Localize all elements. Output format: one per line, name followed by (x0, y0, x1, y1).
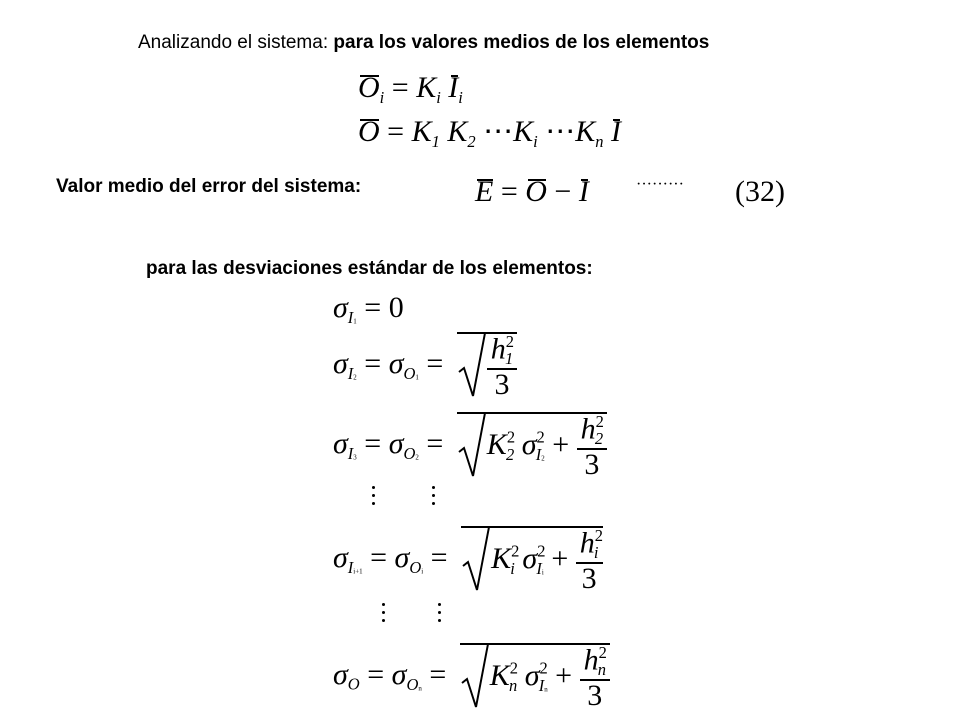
eq-sigma-i-plus-1: $\sigma_{Ii+1} = \sigma_{Oi}$ = $K^2_i$ $\sigma^2_{Ii}$ + $\frac{h^2_i}{3}$ (333, 526, 603, 595)
eq-sigma-i3: $\sigma_{I3} = \sigma_{O2}$ = $K^2_2$ $\sigma^2_{I2}$ + $\frac{h^2_2}{3}$ (333, 412, 607, 480)
sqrt-symbol: $K^2_2$ $\sigma^2_{I2}$ + $\frac{h^2_2}{3}$ (457, 412, 607, 480)
heading (138, 32, 709, 54)
heading-bold: para los valores medios de los elementos (333, 32, 710, 53)
eq-output-i: $O_i = K_i$ $I_i$ (358, 71, 463, 107)
sqrt-symbol: $\frac{h^2_1}{3}$ (457, 332, 517, 400)
vdots (438, 603, 442, 627)
heading-prefix: Analizando el sistema: (138, 32, 334, 53)
eq-sigma-o: $\sigma_O = \sigma_{On}$ = $K^2_n$ $\sigma^2_{In}$ + $\frac{h^2_n}{3}$ (333, 643, 610, 711)
mean-error-label: Valor medio del error del sistema: (56, 176, 362, 197)
eq-output-total: $O = K_1$ $K_2$ $\cdots K_i$ $\cdots K_n$ I (358, 115, 621, 151)
std-dev-label: para las desviaciones estándar de los elementos: (146, 258, 593, 279)
vdots (382, 603, 386, 627)
sqrt-symbol: $K^2_n$ $\sigma^2_{In}$ + $\frac{h^2_n}{3}$ (460, 643, 610, 711)
vdots (432, 486, 436, 510)
eq-sigma-i2: $\sigma_{I2} = \sigma_{O1}$ = $\frac{h^2_1}{3}$ (333, 332, 517, 400)
eq-number: (32) (735, 175, 785, 208)
sqrt-symbol: $K^2_i$ $\sigma^2_{Ii}$ + $\frac{h^2_i}{3}$ (461, 526, 602, 594)
vdots (372, 486, 376, 510)
eq-mean-error: E = O − I (475, 175, 589, 208)
eq-sigma-i1: $\sigma_{I1} = 0$ (333, 291, 404, 327)
eq-number-dots: ········· (636, 176, 684, 193)
